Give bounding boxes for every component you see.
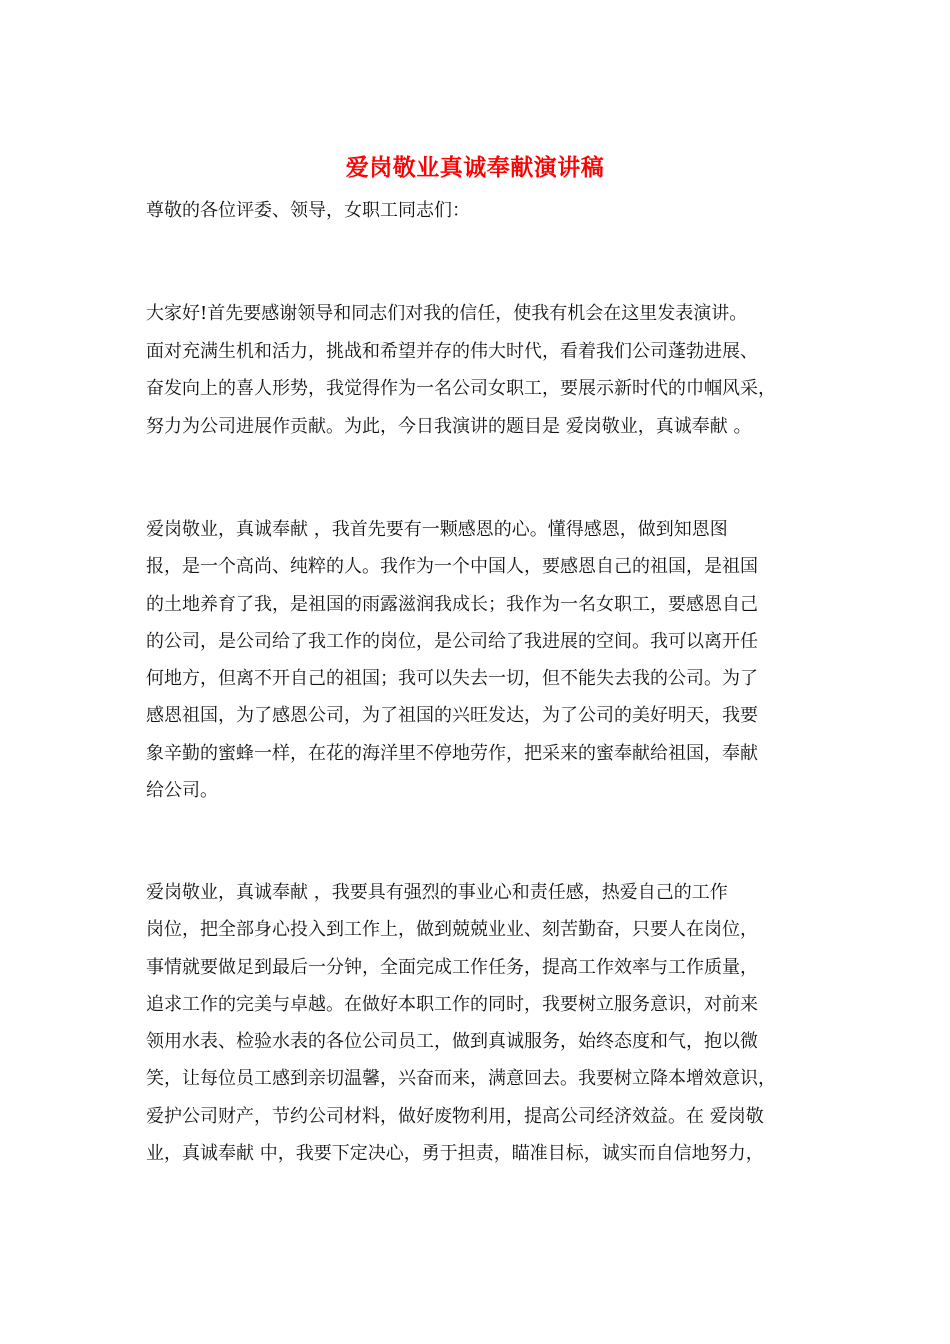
paragraph-3: [146, 874, 816, 1172]
paragraph-2: [146, 511, 816, 809]
document-title: 爱岗敬业真诚奉献演讲稿: [345, 154, 605, 181]
paragraph-line: 的公司，是公司给了我工作的岗位，是公司给了我进展的空间。我可以离开任: [146, 630, 758, 652]
paragraph-line: 笑，让每位员工感到亲切温馨，兴奋而来，满意回去。我要树立降本增效意识，: [146, 1068, 776, 1090]
paragraph-line: 领用水表、检验水表的各位公司员工，做到真诚服务，始终态度和气，抱以微: [146, 1031, 758, 1053]
paragraph-line: 爱护公司财产，节约公司材料，做好废物利用，提高公司经济效益。在 爱岗敬: [146, 1105, 764, 1127]
paragraph-line: 奋发向上的喜人形势，我觉得作为一名公司女职工，要展示新时代的巾帼风采，: [146, 378, 776, 399]
paragraph-line: 面对充满生机和活力，挑战和希望并存的伟大时代，看着我们公司蓬勃进展、: [146, 340, 758, 362]
paragraph-line: 业，真诚奉献 中，我要下定决心，勇于担责，瞄准目标，诚实而自信地努力，: [146, 1143, 764, 1165]
paragraph-line: 感恩祖国，为了感恩公司，为了祖国的兴旺发达，为了公司的美好明天，我要: [146, 705, 758, 727]
paragraph-1: [146, 295, 816, 445]
paragraph-line: 岗位，把全部身心投入到工作上，做到兢兢业业、刻苦勤奋，只要人在岗位，: [146, 919, 758, 941]
salutation: 尊敬的各位评委、领导，女职工同志们：: [146, 200, 470, 221]
paragraph-line: 象辛勤的蜜蜂一样，在花的海洋里不停地劳作，把采来的蜜奉献给祖国，奉献: [146, 742, 758, 764]
paragraph-line: 事情就要做足到最后一分钟，全面完成工作任务，提高工作效率与工作质量，: [146, 956, 758, 978]
paragraph-line: 追求工作的完美与卓越。在做好本职工作的同时，我要树立服务意识，对前来: [146, 993, 758, 1015]
paragraph-line: 爱岗敬业，真诚奉献 ，我首先要有一颗感恩的心。懂得感恩，做到知恩图: [146, 519, 728, 540]
paragraph-line: 努力为公司进展作贡献。为此，今日我演讲的题目是 爱岗敬业，真诚奉献 。: [146, 415, 752, 437]
paragraph-line: 爱岗敬业，真诚奉献 ，我要具有强烈的事业心和责任感，热爱自己的工作: [146, 882, 728, 903]
paragraph-line: 何地方，但离不开自己的祖国；我可以失去一切，但不能失去我的公司。为了: [146, 668, 758, 690]
paragraph-line: 给公司。: [146, 780, 218, 802]
paragraph-line: 的土地养育了我，是祖国的雨露滋润我成长；我作为一名女职工，要感恩自己: [146, 593, 758, 615]
paragraph-line: 大家好!首先要感谢领导和同志们对我的信任，使我有机会在这里发表演讲。: [146, 303, 748, 324]
paragraph-line: 报，是一个高尚、纯粹的人。我作为一个中国人，要感恩自己的祖国，是祖国: [146, 556, 758, 578]
